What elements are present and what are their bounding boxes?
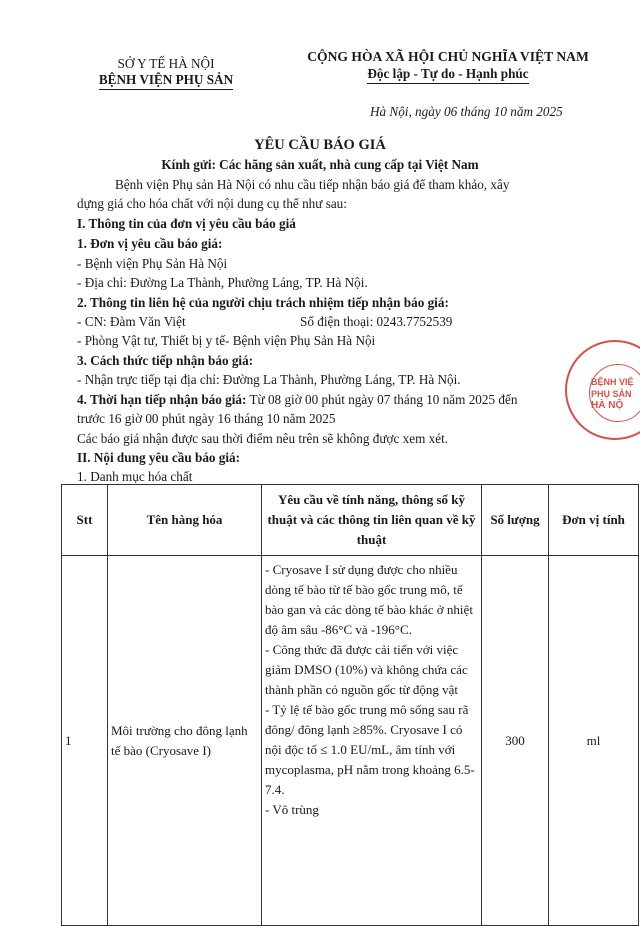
col-header-unit: Đơn vị tính xyxy=(549,485,639,556)
contact-phone: Số điện thoại: 0243.7752539 xyxy=(300,314,453,329)
col-header-requirements: Yêu cầu về tính năng, thông số kỹ thuật và các thông tin liên quan về kỹ thuật xyxy=(262,485,482,556)
table-row xyxy=(62,556,639,926)
hospital-name-text: BỆNH VIỆN PHỤ SẢN xyxy=(99,72,233,90)
requirement-1: - Cryosave I sử dụng được cho nhiều dòng tế bào từ tế bào gốc trung mô, tế bào gan và các dòng tế bào khác ở nhiệt độ âm sâu -86°C và -196°C. xyxy=(265,562,473,637)
deadline-line-2: trước 16 giờ 00 phút ngày 16 tháng 10 năm 2025 xyxy=(77,411,336,426)
cell-quantity: 300 xyxy=(482,556,549,926)
motto-text: Độc lập - Tự do - Hạnh phúc xyxy=(367,66,528,84)
col-header-stt: Stt xyxy=(62,485,108,556)
deadline-line-1 xyxy=(77,392,517,408)
cell-name: Môi trường cho đông lạnh tế bào (Cryosave I) xyxy=(108,556,262,926)
col-header-name: Tên hàng hóa xyxy=(108,485,262,556)
intro-line-1: Bệnh viện Phụ sản Hà Nội có nhu cầu tiếp nhận báo giá để tham khảo, xây xyxy=(115,177,510,192)
section-2-heading: II. Nội dung yêu cầu báo giá: xyxy=(77,450,241,465)
cell-stt: 1 xyxy=(62,556,108,926)
requirement-2: - Công thức đã được cải tiến với việc giảm DMSO (10%) và không chứa các thành phần có nguồn gốc từ động vật xyxy=(265,642,468,697)
cell-unit: ml xyxy=(549,556,639,926)
requesting-unit: - Bệnh viện Phụ Sản Hà Nội xyxy=(77,256,228,271)
sub-2-heading: 2. Thông tin liên hệ của người chịu trách nhiệm tiếp nhận báo giá: xyxy=(77,295,449,310)
section-1-heading: I. Thông tin của đơn vị yêu cầu báo giá xyxy=(77,216,296,231)
col-header-quantity: Số lượng xyxy=(482,485,549,556)
contact-person: - CN: Đàm Văn Việt xyxy=(77,314,186,329)
hospital-name xyxy=(56,72,276,90)
recipient-line: Kính gửi: Các hãng sản xuất, nhà cung cấp tại Việt Nam xyxy=(161,157,479,172)
stamp-text xyxy=(591,376,634,412)
date-line: Hà Nội, ngày 06 tháng 10 năm 2025 xyxy=(370,104,563,119)
requirement-3: - Tỷ lệ tế bào gốc trung mô sống sau rã đông/ đông lạnh ≥85%. Cryosave I có nội độc tố ≤ 1.0 EU/mL, âm tính với mycoplasma, pH nằm trong khoảng 6.5-7.4. xyxy=(265,702,475,797)
sub-3-heading: 3. Cách thức tiếp nhận báo giá: xyxy=(77,353,254,368)
hospital-stamp xyxy=(565,340,640,440)
stamp-line-2: PHỤ SẢN xyxy=(591,389,632,399)
cell-requirements xyxy=(262,556,482,926)
sub-1-heading: 1. Đơn vị yêu cầu báo giá: xyxy=(77,236,223,251)
country-name: CỘNG HÒA XÃ HỘI CHỦ NGHĨA VIỆT NAM xyxy=(307,49,589,64)
deadline-note: Các báo giá nhận được sau thời điểm nêu trên sẽ không được xem xét. xyxy=(77,431,449,446)
deadline-start: Từ 08 giờ 00 phút ngày 07 tháng 10 năm 2025 đến xyxy=(246,392,518,407)
unit-address: - Địa chỉ: Đường La Thành, Phường Láng, TP. Hà Nội. xyxy=(77,275,368,290)
intro-line-2: dựng giá cho hóa chất với nội dung cụ thể như sau: xyxy=(77,196,347,211)
receive-method: - Nhận trực tiếp tại địa chỉ: Đường La Thành, Phường Láng, TP. Hà Nội. xyxy=(77,372,461,387)
stamp-line-1: BỆNH VIỆ xyxy=(591,377,634,387)
stamp-line-3: HÀ NỘ xyxy=(591,400,624,411)
sub-4-heading: 4. Thời hạn tiếp nhận báo giá: xyxy=(77,392,247,407)
table-header-row xyxy=(62,485,639,556)
page-title: YÊU CẦU BÁO GIÁ xyxy=(254,137,386,153)
section-2-sub-1: 1. Danh mục hóa chất xyxy=(77,469,193,484)
requirement-4: - Vô trùng xyxy=(265,802,319,817)
motto xyxy=(262,66,634,84)
chemical-list-table xyxy=(61,484,639,926)
contact-department: - Phòng Vật tư, Thiết bị y tế- Bệnh viện Phụ Sản Hà Nội xyxy=(77,333,376,348)
ministry-name: SỞ Y TẾ HÀ NỘI xyxy=(117,56,215,71)
